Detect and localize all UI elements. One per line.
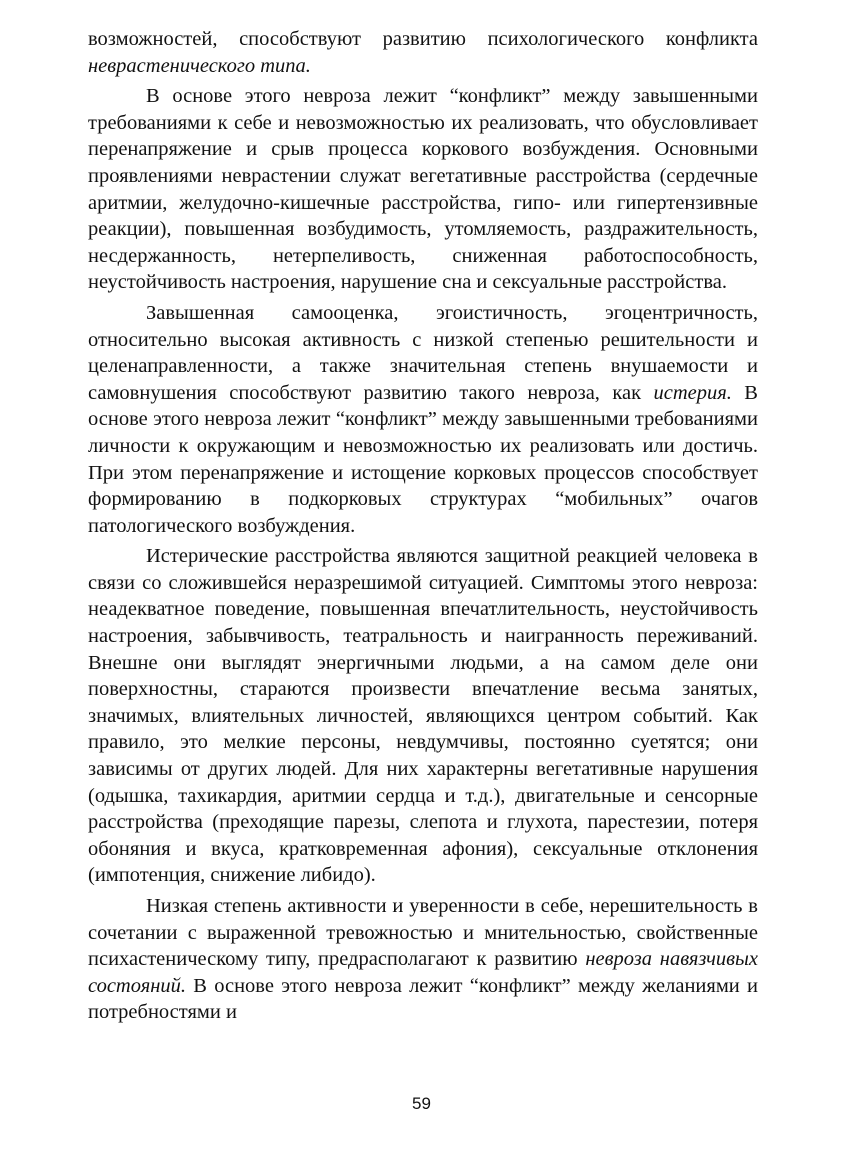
paragraph-text: Низкая степень активности и уверенности в себе, нерешительность в сочетании с выраженной тревожностью и мнительностью, свойственные психастеническому типу, предрасполагают к развитию: [88, 895, 758, 971]
paragraph-continuation: [88, 26, 758, 79]
paragraph-hysteria-symptoms: Истерические расстройства являются защитной реакцией человека в связи со сложившейся неразрешимой ситуацией. Симптомы этого невроза: неадекватное поведение, повышенная впечатлительность, неустойчивость настроения, забывчивость, театральность и наигранность переживаний. Внешне они выглядят энергичными людьми, а на самом деле они поверхностны, стараются произвести впечатление весьма занятых, значимых, влиятельных личностей, являющихся центром событий. Как правило, это мелкие персоны, невдумчивы, постоянно суетятся; они зависимы от других людей. Для них характерны вегетативные нарушения (одышка, тахикардия, аритмии сердца и т.д.), двигательные и сенсорные расстройства (преходящие парезы, слепота и глухота, парестезии, потеря обоняния и вкуса, кратковременная афония), сексуальные отклонения (импотенция, снижение либидо).: [88, 545, 758, 887]
paragraph-text: возможностей, способствуют развитию психологического конфликта: [88, 28, 758, 50]
paragraph-text: В основе этого невроза лежит “конфликт” между желаниями и потребностями и: [88, 974, 758, 1024]
paragraph-obsessive-neurosis: [88, 893, 758, 1026]
paragraph-text: В основе этого невроза лежит “конфликт” между завышенными требованиями личности к окружающим и невозможностью их реализовать или достичь. При этом перенапряжение и истощение корковых процессов способствует формированию в подкорковых структурах “мобильных” очагов патологического возбуждения.: [88, 381, 758, 537]
term-obsessive-neurosis: невроза навязчивых состояний.: [88, 948, 758, 997]
paragraph-neurasthenia: В основе этого невроза лежит “конфликт” между завышенными требованиями к себе и невозможностью их реализовать, что обусловливает перенапряжение и срыв процесса коркового возбуждения. Основными проявлениями неврастении служат вегетативные расстройства (сердечные аритмии, желудочно-кишечные расстройства, гипо- или гипертензивные реакции), повышенная возбудимость, утомляемость, раздражительность, несдержанность, нетерпеливость, сниженная работоспособность, неустойчивость настроения, нарушение сна и сексуальные расстройства.: [88, 85, 758, 294]
term-hysteria: истерия.: [653, 381, 732, 404]
paragraph-text: Завышенная самооценка, эгоистичность, эгоцентричность, относительно высокая активность с низкой степенью решительности и целенаправленности, а также значительная степень внушаемости и самовнушения способствуют развитию такого невроза, как: [88, 301, 758, 404]
page-number: 59: [412, 1094, 431, 1113]
page-body: [88, 26, 758, 1026]
term-neurasthenia: неврастенического типа.: [88, 54, 311, 77]
paragraph-hysteria-intro: [88, 300, 758, 539]
